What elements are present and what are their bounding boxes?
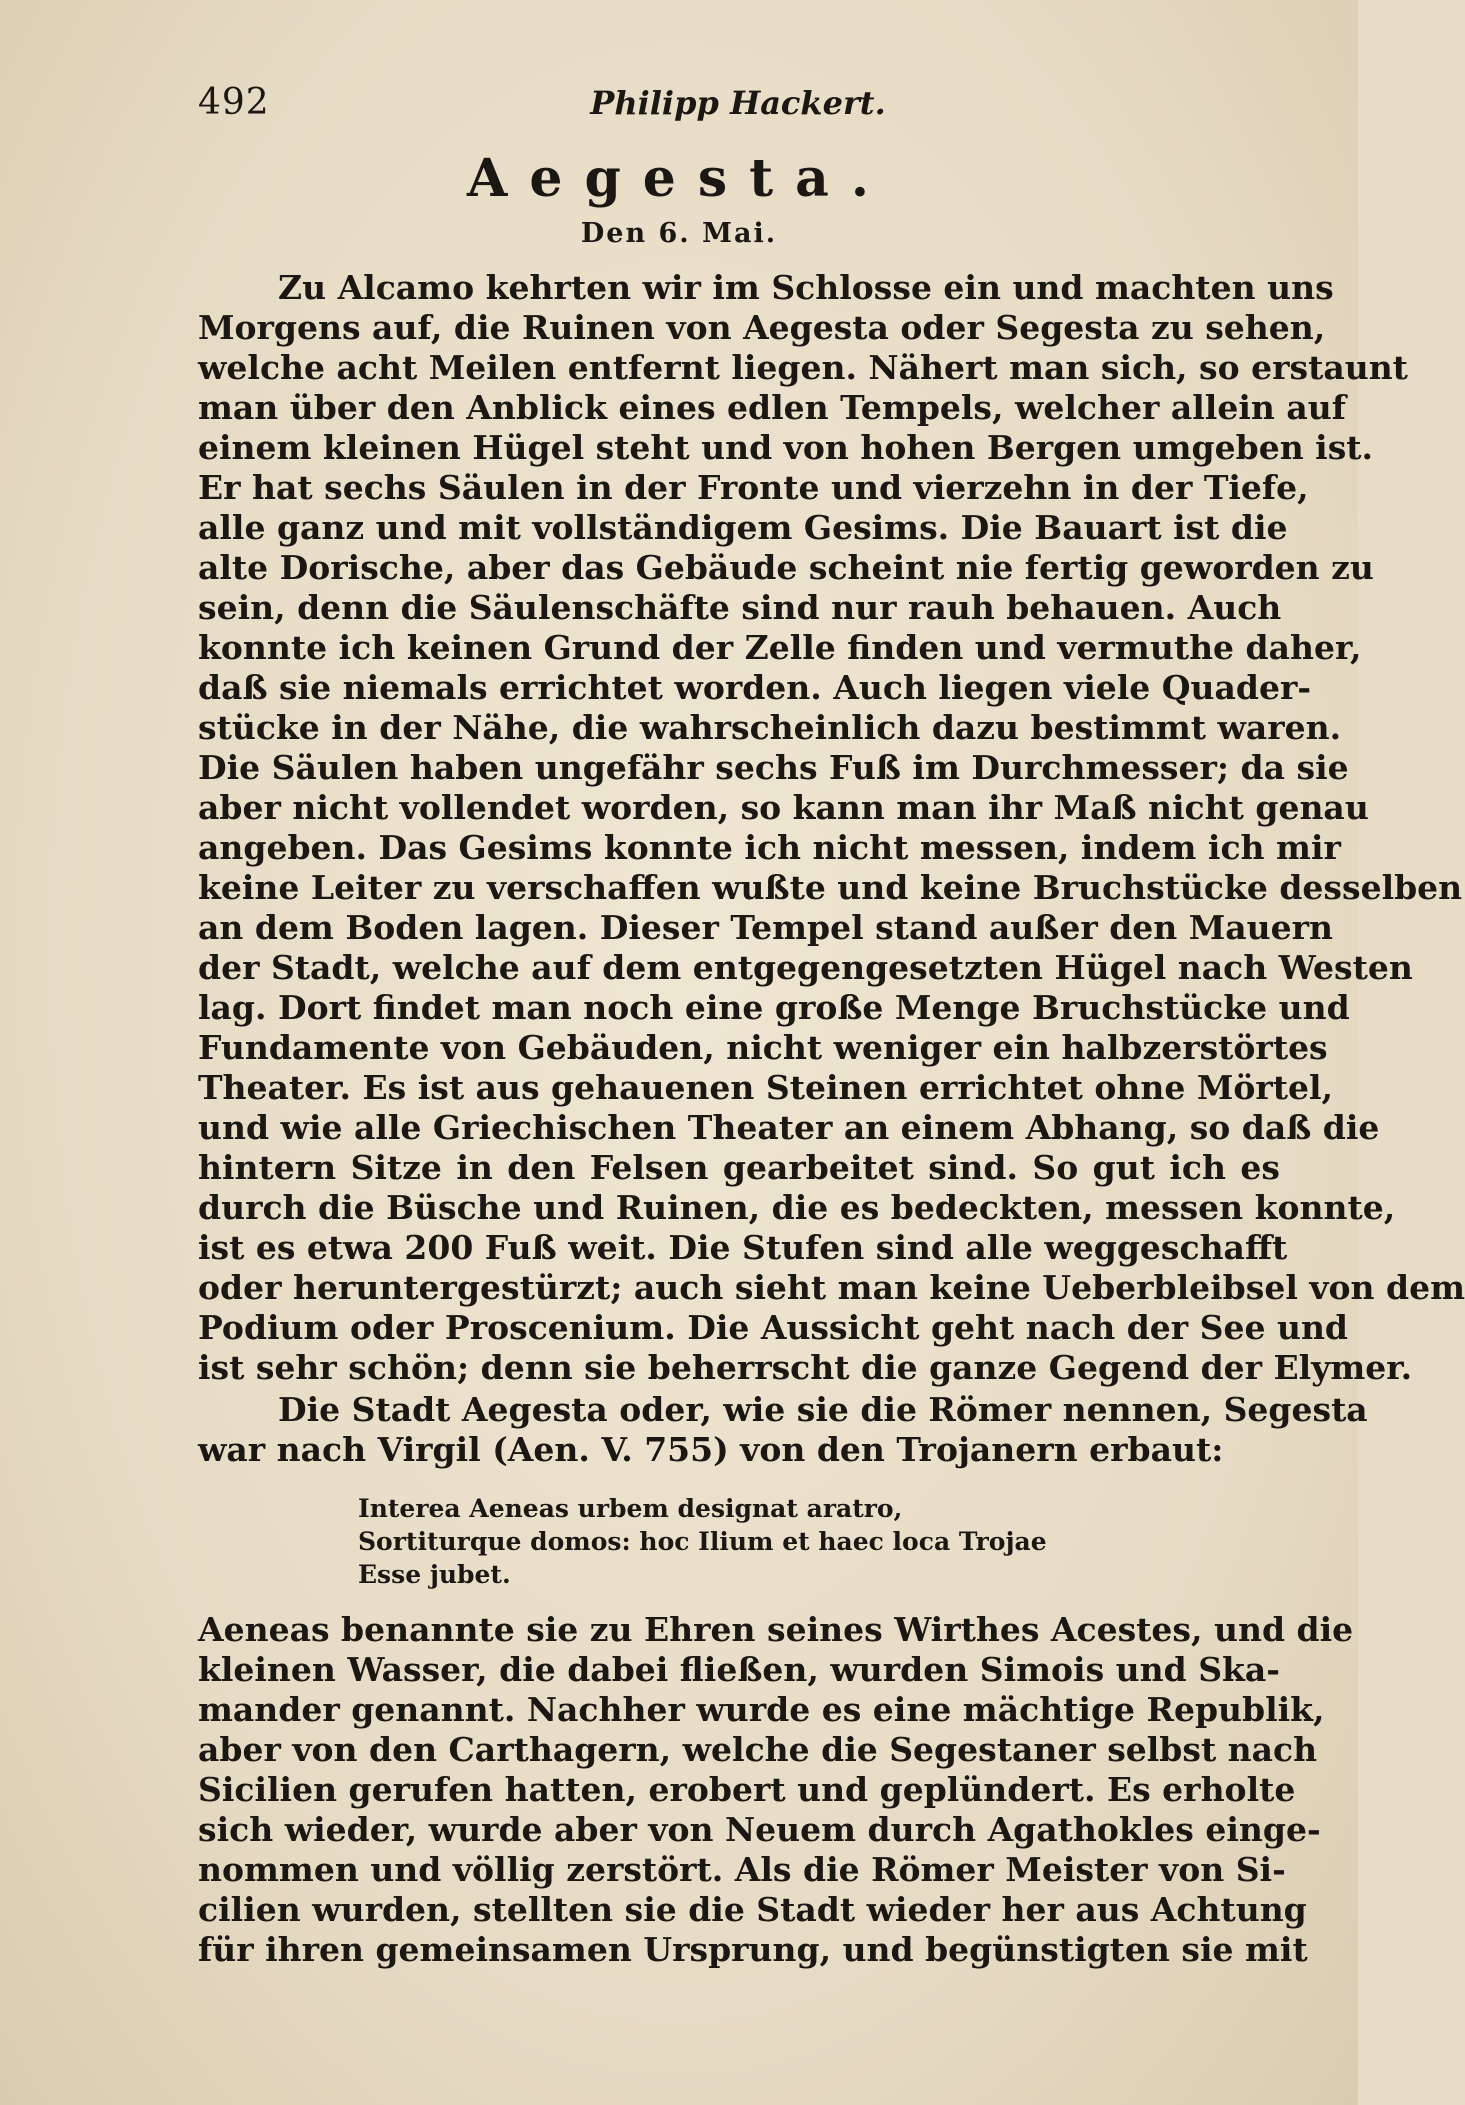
dateline: Den 6. Mai. [580,218,778,249]
text-line: Zu Alcamo kehrten wir im Schlosse ein und machten uns [278,268,1334,307]
text-line: oder heruntergestürzt; auch sieht man keine Ueberbleibsel von dem [198,1268,1465,1307]
section-title: Aegesta. [467,148,891,209]
text-line: angeben. Das Gesims konnte ich nicht messen, indem ich mir [198,828,1341,867]
text-line: Die Stadt Aegesta oder, wie sie die Römer nennen, Segesta [278,1390,1368,1429]
text-line: kleinen Wasser, die dabei fließen, wurden Simois und Ska- [198,1650,1280,1689]
text-line: Podium oder Proscenium. Die Aussicht geht nach der See und [198,1308,1349,1347]
text-line: Theater. Es ist aus gehauenen Steinen errichtet ohne Mörtel, [198,1068,1334,1107]
text-line: Die Säulen haben ungefähr sechs Fuß im Durchmesser; da sie [198,748,1349,787]
text-line: Aeneas benannte sie zu Ehren seines Wirthes Acestes, und die [198,1610,1354,1649]
text-line: daß sie niemals errichtet worden. Auch liegen viele Quader- [198,668,1312,707]
text-line: war nach Virgil (Aen. V. 755) von den Trojanern erbaut: [198,1430,1224,1469]
text-line: sein, denn die Säulenschäfte sind nur rauh behauen. Auch [198,588,1282,627]
page-header [198,82,1278,132]
text-line: Sicilien gerufen hatten, erobert und geplündert. Es erholte [198,1770,1296,1809]
paragraph-2 [198,1390,1368,1470]
text-line: für ihren gemeinsamen Ursprung, und begünstigten sie mit [198,1930,1308,1969]
verse-line: Esse jubet. [358,1560,511,1589]
text-line: aber von den Carthagern, welche die Segestaner selbst nach [198,1730,1318,1769]
verse-quotation [358,1492,1178,1591]
text-line: man über den Anblick eines edlen Tempels, welcher allein auf [198,388,1346,427]
paragraph-1 [198,268,1465,1388]
text-line: und wie alle Griechischen Theater an einem Abhang, so daß die [198,1108,1380,1147]
text-line: mander genannt. Nachher wurde es eine mächtige Republik, [198,1690,1325,1729]
text-line: nommen und völlig zerstört. Als die Römer Meister von Si- [198,1850,1286,1889]
text-line: welche acht Meilen entfernt liegen. Nähert man sich, so erstaunt [198,348,1408,387]
verse-line: Sortiturque domos: hoc Ilium et haec loca Trojae [358,1527,1047,1556]
text-line: alte Dorische, aber das Gebäude scheint nie fertig geworden zu [198,548,1374,587]
text-line: aber nicht vollendet worden, so kann man ihr Maß nicht genau [198,788,1369,827]
text-line: Er hat sechs Säulen in der Fronte und vierzehn in der Tiefe, [198,468,1309,507]
text-line: sich wieder, wurde aber von Neuem durch Agathokles einge- [198,1810,1321,1849]
page-number: 492 [198,82,270,123]
text-line: an dem Boden lagen. Dieser Tempel stand außer den Mauern [198,908,1334,947]
paragraph-3 [198,1610,1354,1970]
text-line: keine Leiter zu verschaffen wußte und keine Bruchstücke desselben [198,868,1463,907]
running-head: Philipp Hackert. [590,84,886,122]
text-line: lag. Dort findet man noch eine große Menge Bruchstücke und [198,988,1350,1027]
text-line: ist sehr schön; denn sie beherrscht die ganze Gegend der Elymer. [198,1348,1413,1387]
text-line: cilien wurden, stellten sie die Stadt wieder her aus Achtung [198,1890,1307,1929]
text-line: Morgens auf, die Ruinen von Aegesta oder Segesta zu sehen, [198,308,1326,347]
verse-line: Interea Aeneas urbem designat aratro, [358,1494,903,1523]
text-line: stücke in der Nähe, die wahrscheinlich dazu bestimmt waren. [198,708,1342,747]
text-line: hintern Sitze in den Felsen gearbeitet sind. So gut ich es [198,1148,1280,1187]
text-line: durch die Büsche und Ruinen, die es bedeckten, messen konnte, [198,1188,1396,1227]
text-line: Fundamente von Gebäuden, nicht weniger ein halbzerstörtes [198,1028,1328,1067]
text-line: einem kleinen Hügel steht und von hohen Bergen umgeben ist. [198,428,1374,467]
text-line: der Stadt, welche auf dem entgegengesetzten Hügel nach Westen [198,948,1413,987]
text-line: alle ganz und mit vollständigem Gesims. Die Bauart ist die [198,508,1288,547]
text-line: konnte ich keinen Grund der Zelle finden und vermuthe daher, [198,628,1362,667]
text-line: ist es etwa 200 Fuß weit. Die Stufen sind alle weggeschafft [198,1228,1288,1267]
